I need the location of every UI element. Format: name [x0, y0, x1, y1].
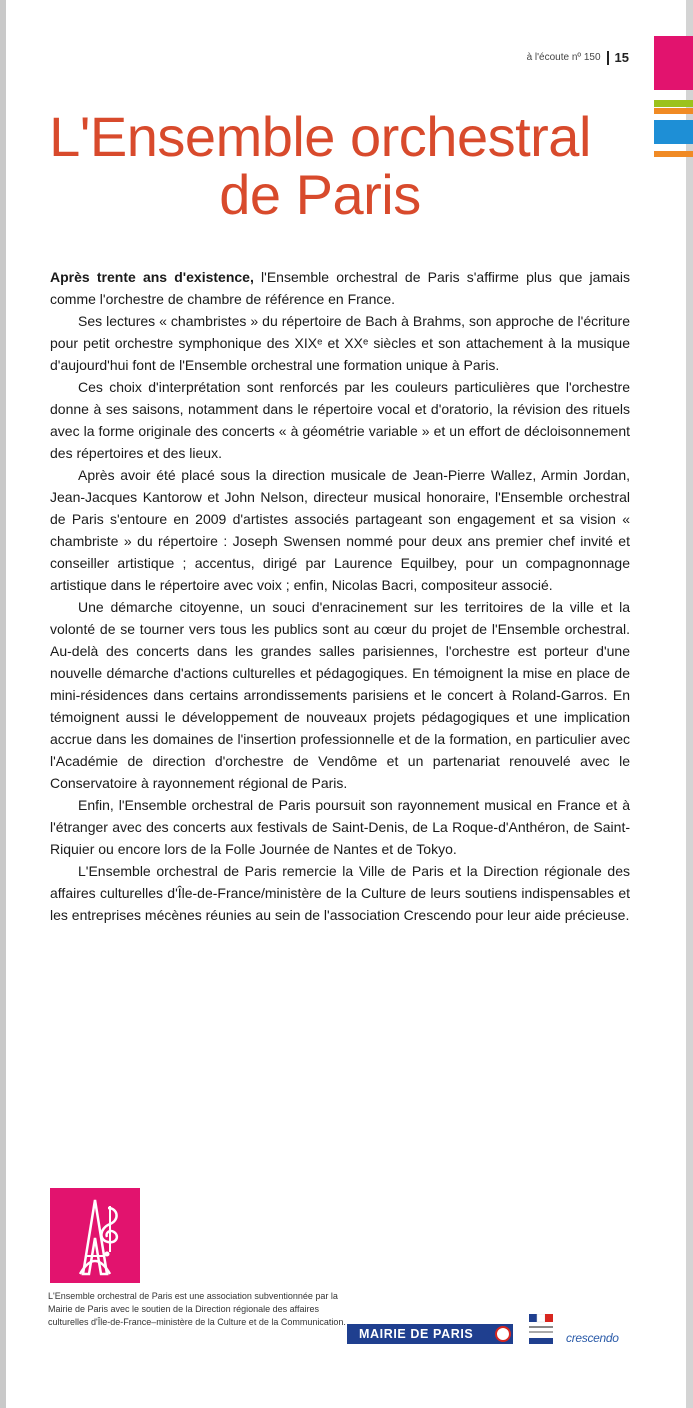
paragraph-1 — [50, 266, 630, 310]
paragraph-7: L'Ensemble orchestral de Paris remercie la Ville de Paris et la Direction régionale des affaires culturelles d'Île-de-France/ministère de la Culture de leurs soutiens indispensables et les entreprises mécènes réunies au sein de l'association Crescendo pour leur aide précieuse. — [50, 863, 630, 923]
paris-swoosh-icon — [495, 1326, 511, 1342]
mairie-label: MAIRIE DE PARIS — [359, 1327, 474, 1341]
color-tab-green — [654, 100, 693, 107]
page-number: 15 — [614, 50, 629, 65]
paragraph-1-lead: Après trente ans d'existence, — [50, 269, 254, 285]
header-divider — [607, 51, 609, 65]
scan-edge-right — [686, 0, 693, 1408]
title-line-1: L'Ensemble orchestral — [49, 105, 591, 168]
scan-edge-left — [0, 0, 6, 1408]
paragraph-3: Ces choix d'interprétation sont renforcés par les couleurs particulières que l'orchestre donne à ses saisons, notamment dans le répertoire vocal et d'oratorio, la révision des rituels avec la forme originale des concerts « à géométrie variable » et un effort de décloisonnement des répertoires et des lieux. — [50, 379, 630, 461]
paragraph-1-rest: l'Ensemble orchestral de Paris s'affirme plus que jamais comme l'orchestre de chambre de référence en France. — [50, 269, 631, 307]
marianne-ministry-logo — [529, 1314, 555, 1346]
article-body — [50, 266, 630, 926]
footer-credit: L'Ensemble orchestral de Paris est une association subventionnée par la Mairie de Paris avec le soutien de la Direction régionale des affaires culturelles d'Île-de-France–ministère de la Culture et de la Communication. — [48, 1291, 346, 1327]
page-title — [20, 105, 620, 226]
mairie-de-paris-logo — [347, 1324, 513, 1344]
paragraph-2: Ses lectures « chambristes » du répertoire de Bach à Brahms, son approche de l'écriture pour petit orchestre symphonique des XIXᵉ et XXᵉ siècles et son attachement à la musique d'aujourd'hui font de l'Ensemble orchestral une formation unique à Paris. — [50, 313, 630, 373]
color-tab-magenta — [654, 36, 693, 90]
issue-label: à l'écoute nº 150 — [526, 52, 601, 63]
paragraph-4: Après avoir été placé sous la direction musicale de Jean-Pierre Wallez, Armin Jordan, Jean-Jacques Kantorow et John Nelson, directeur musical honoraire, l'Ensemble orchestral de Paris s'entoure en 2009 d'artistes associés partageant son engagement et sa vision « chambriste » du répertoire : Joseph Swensen nommé pour deux ans premier chef invité et conseiller artistique ; accentus, dirigé par Laurence Equilbey, pour un compagnonnage artistique dans le répertoire avec voix ; enfin, Nicolas Bacri, compositeur associé. — [50, 467, 630, 593]
paragraph-5: Une démarche citoyenne, un souci d'enracinement sur les territoires de la ville et la volonté de se tourner vers tous les publics sont au cœur du projet de l'Ensemble orchestral. Au-delà des concerts dans les grandes salles parisiennes, l'orchestre est porteur d'une nouvelle démarche d'actions culturelles et pédagogiques. En témoignent la mise en place de mini-résidences dans certains arrondissements parisiens et le concert à Roland-Garros. En témoignent aussi le développement de nouveaux projets pédagogiques et une implication accrue dans les domaines de l'insertion professionnelle et de la formation, en particulier avec l'Académie de direction d'orchestre de Vendôme et un partenariat renouvelé avec le Conservatoire à rayonnement régional de Paris. — [50, 599, 630, 791]
treble-clef-eiffel-logo — [50, 1188, 140, 1283]
color-tab-orange-2 — [654, 151, 693, 157]
title-line-2: de Paris — [219, 163, 421, 226]
running-header — [527, 50, 629, 65]
color-tab-blue — [654, 120, 693, 144]
color-tab-orange — [654, 108, 693, 114]
crescendo-logo: crescendo — [566, 1331, 619, 1345]
paragraph-6: Enfin, l'Ensemble orchestral de Paris poursuit son rayonnement musical en France et à l'étranger avec des concerts aux festivals de Saint-Denis, de La Roque-d'Anthéron, de Saint-Riquier ou encore lors de la Folle Journée de Nantes et de Tokyo. — [50, 797, 630, 857]
